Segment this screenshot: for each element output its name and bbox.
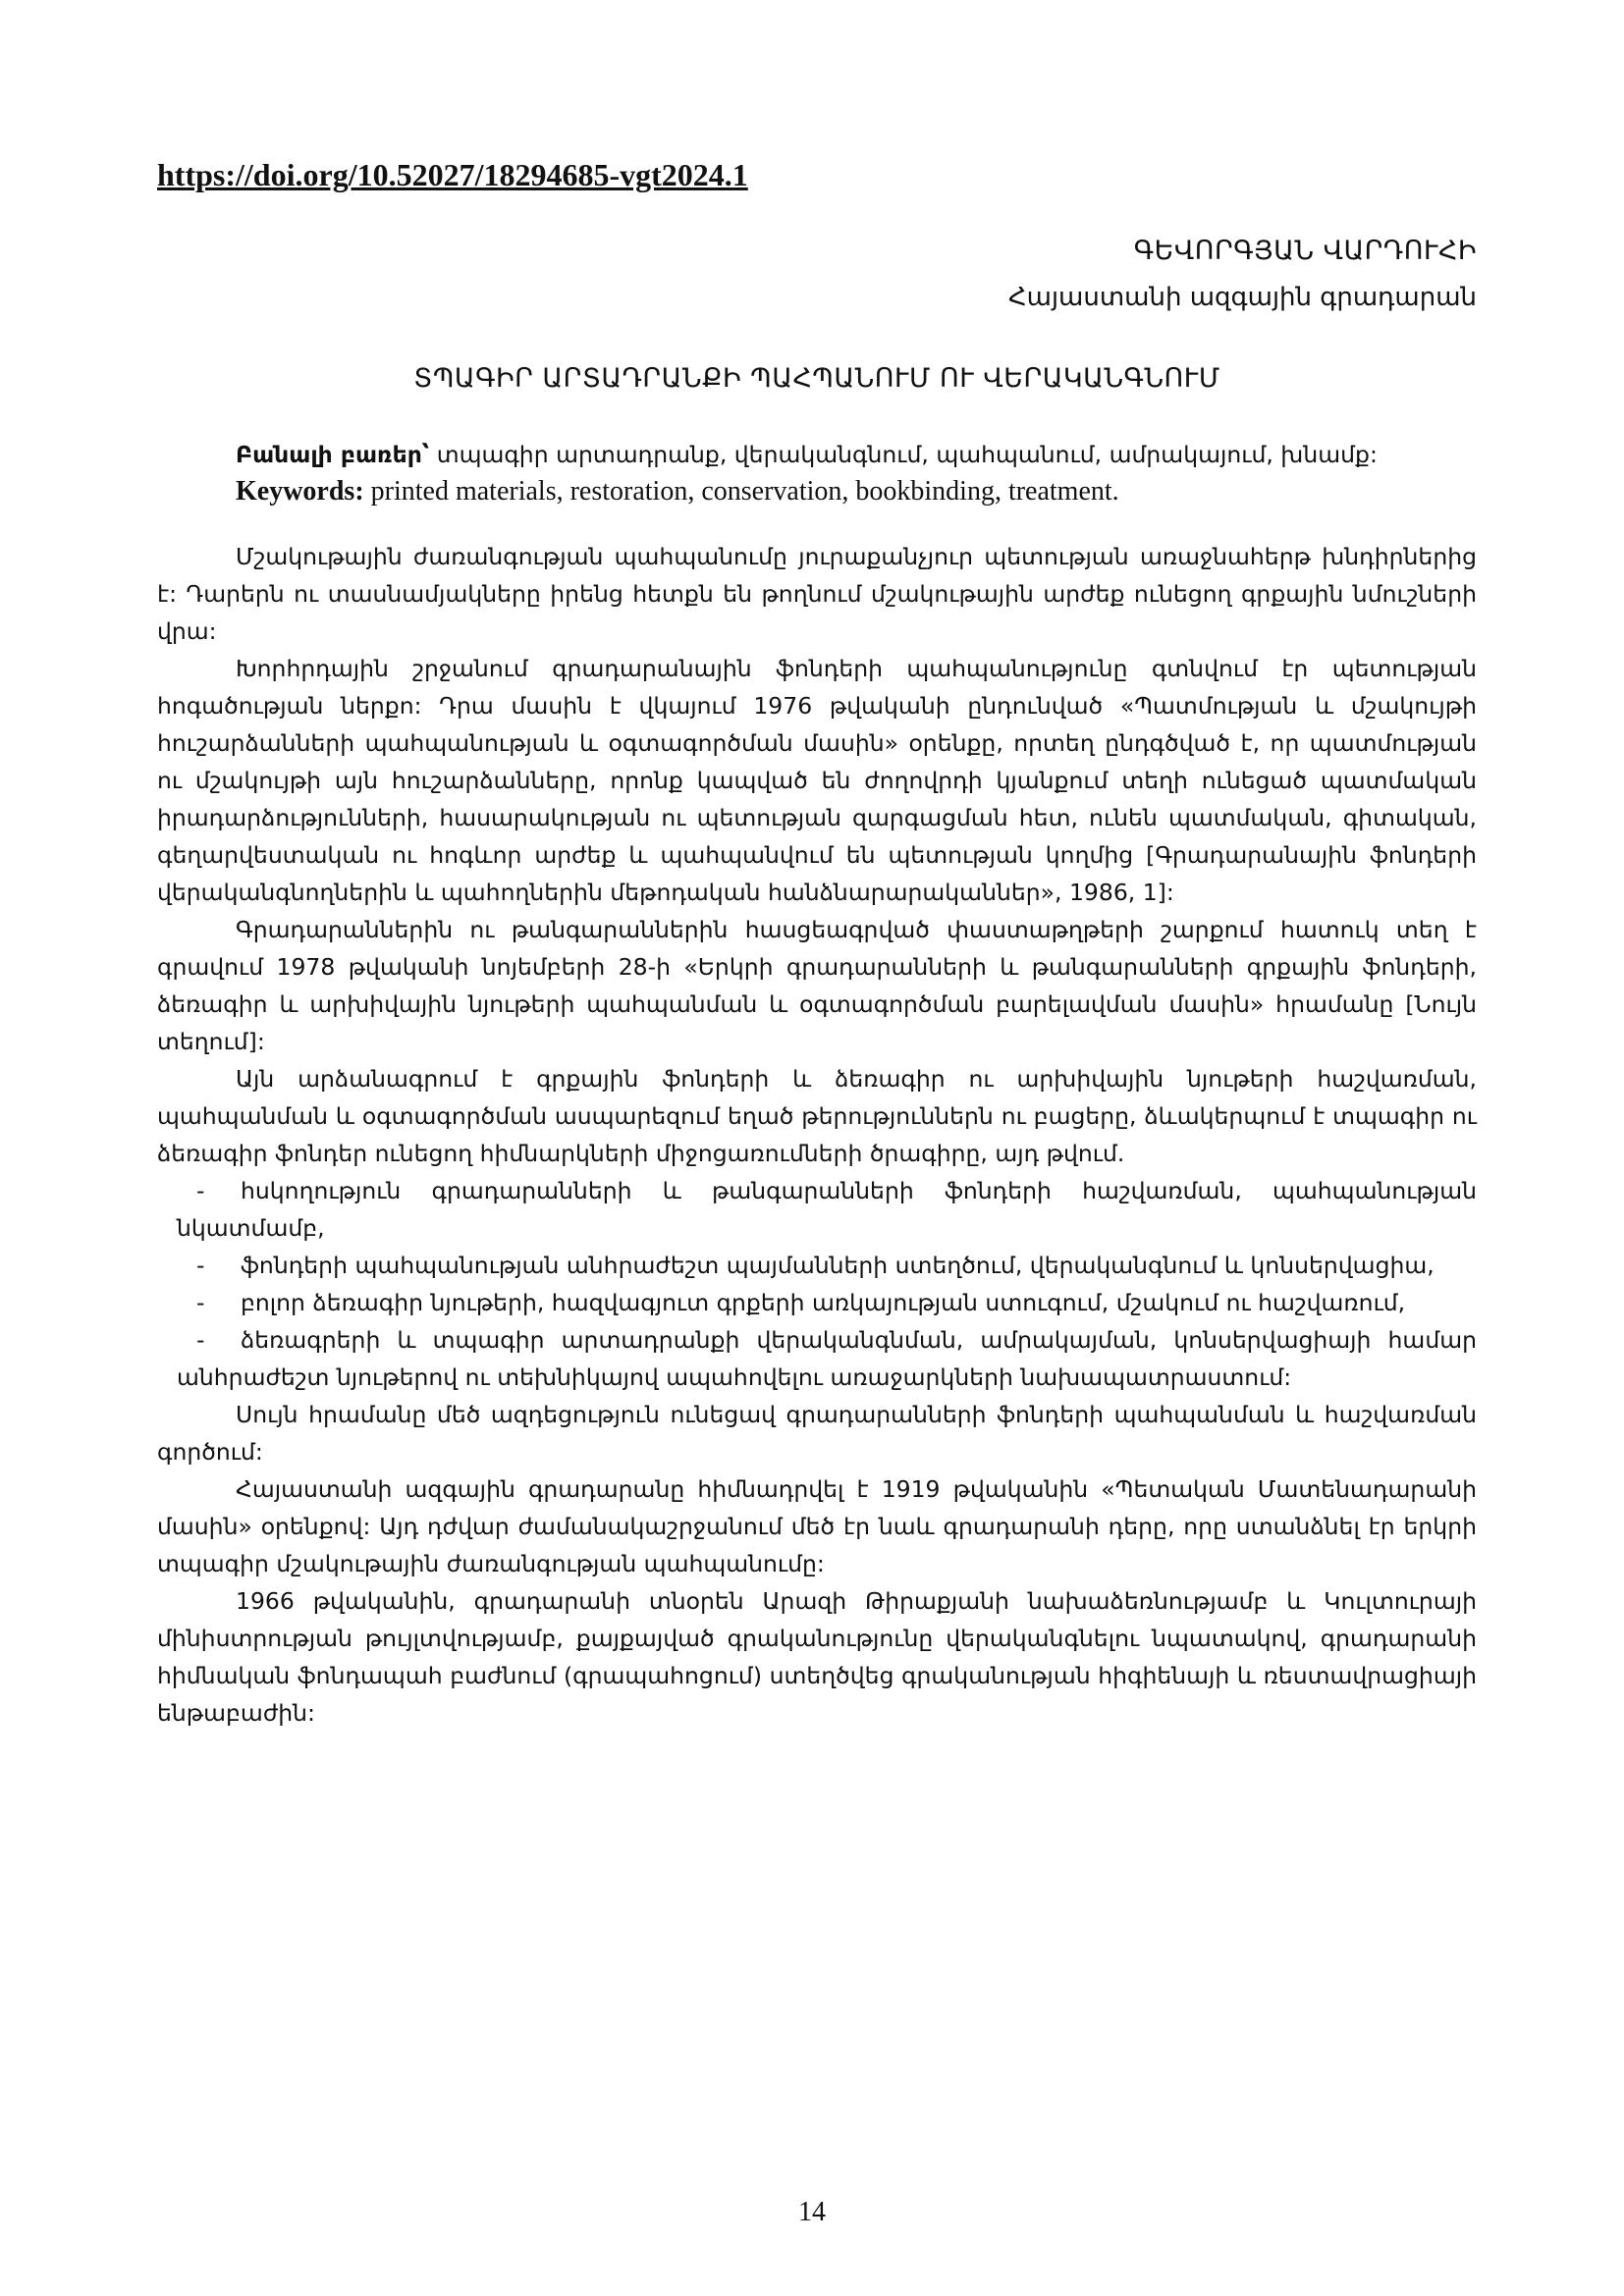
- list-item-text: ձեռագրերի և տպագիր արտադրանքի վերականգնման, ամրակայման, կոնսերվացիայի համար անհրաժեշտ նյութերով ու տեխնիկայով ապահովելու առաջարկների նախապատրաստում:: [177, 1326, 1477, 1391]
- keywords-armenian-text: տպագիր արտադրանք, վերականգնում, պահպանում, ամրակայում, խնամք:: [429, 441, 1378, 468]
- paragraph: Հայաստանի ազգային գրադարանը հիմնադրվել է 1919 թվականին «Պետական Մատենադարանի մասին» օրենքով: Այդ դժվար ժամանակաշրջանում մեծ էր նաև գրադարանի դերը, որը ստանձնել էր երկրի տպագիր մշակութային ժառանգության պահպանումը:: [157, 1475, 1477, 1577]
- paragraph: Մշակութային ժառանգության պահպանումը յուրաքանչյուր պետության առաջնահերթ խնդիրներից է: Դարերն ու տասնամյակները իրենց հետքն են թողնում մշակութային արժեք ունեցող գրքային նմուշների վրա:: [157, 543, 1477, 645]
- doi-link[interactable]: https://doi.org/10.52027/18294685-vgt2024.1: [157, 157, 748, 192]
- keywords-english: [157, 473, 1477, 510]
- paragraph: Խորհրդային շրջանում գրադարանային ֆոնդերի պահպանությունը գտնվում էր պետության հոգածության ներքո: Դրա մասին է վկայում 1976 թվականի ընդունված «Պատմության և մշակույթի հուշարձանների պահպանության և օգտագործման մասին» օրենքը, որտեղ ընդգծված է, որ պատմության ու մշակույթի այն հուշարձանները, որոնք կապված են ժողովրդի կյանքում տեղի ունեցած պատմական իրադարձությունների, հասարակության ու պետության զարգացման հետ, ունեն պատմական, գիտական, գեղարվեստական ու հոգևոր արժեք և պահպանվում են պետության կողմից [Գրադարանային ֆոնդերի վերականգնողներին և պահողներին մեթոդական հանձնարարականներ», 1986, 1]:: [157, 655, 1477, 906]
- author-name: ԳԵՎՈՐԳՅԱՆ ՎԱՐԴՈՒՀԻ: [1133, 236, 1477, 266]
- paragraph: Գրադարաններին ու թանգարաններին հասցեագրված փաստաթղթերի շարքում հատուկ տեղ է գրավում 1978 թվականի նոյեմբերի 28-ի «Երկրի գրադարանների և թանգարանների գրքային ֆոնդերի, ձեռագիր և արխիվային նյութերի պահպանման և օգտագործման բարելավման մասին» հրամանը [Նույն տեղում]:: [157, 916, 1477, 1055]
- paragraph: 1966 թվականին, գրադարանի տնօրեն Արազի Թիրաքյանի նախաձեռնությամբ և Կուլտուրայի մինիստրության թույլտվությամբ, քայքայված գրականությունը վերականգնելու նպատակով, գրադարանի հիմնական ֆոնդապահ բաժնում (գրապահոցում) ստեղծվեց գրականության հիգիենայի և ռեստավրացիայի ենթաբաժին:: [157, 1587, 1477, 1727]
- keywords-english-text: printed materials, restoration, conservation, bookbinding, treatment.: [363, 476, 1119, 507]
- list-item-text: բոլոր ձեռագիր նյութերի, հազվագյուտ գրքերի առկայության ստուգում, մշակում ու հաշվառում,: [241, 1289, 1406, 1316]
- list-marker: -: [196, 1177, 205, 1204]
- list-item: [157, 1172, 1477, 1247]
- list-item-text: հսկողություն գրադարանների և թանգարանների ֆոնդերի հաշվառման, պահպանության նկատմամբ,: [177, 1177, 1477, 1242]
- spacer: [157, 510, 1477, 538]
- keywords-english-label: Keywords:: [236, 476, 364, 507]
- list-item-text: ֆոնդերի պահպանության անհրաժեշտ պայմանների ստեղծում, վերականգնում և կոնսերվացիա,: [241, 1252, 1435, 1279]
- page-number: 14: [798, 2197, 826, 2227]
- keywords-armenian-label: Բանալի բառեր՝: [236, 441, 430, 468]
- list-item: [157, 1321, 1477, 1396]
- list-marker: -: [196, 1252, 205, 1279]
- paper-title: ՏՊԱԳԻՐ ԱՐՏԱԴՐԱՆՔԻ ՊԱՀՊԱՆՈՒՄ ՈՒ ՎԵՐԱԿԱՆԳՆՈՒՄ: [413, 363, 1220, 394]
- paragraph: Սույն հրամանը մեծ ազդեցություն ունեցավ գրադարանների ֆոնդերի պահպանման և հաշվառման գործում:: [157, 1401, 1477, 1466]
- author-affiliation: Հայաստանի ազգային գրադարան: [1008, 283, 1477, 312]
- list-marker: -: [196, 1289, 205, 1316]
- article-body: [157, 436, 1477, 1732]
- list-item: [157, 1247, 1477, 1284]
- list-item: [157, 1284, 1477, 1321]
- keywords-armenian: [157, 436, 1477, 473]
- paragraph: Այն արձանագրում է գրքային ֆոնդերի և ձեռագիր ու արխիվային նյութերի հաշվառման, պահպանման և օգտագործման ասպարեզում եղած թերություններն ու բացերը, ձևակերպում է տպագիր ու ձեռագիր ֆոնդեր ունեցող հիմնարկների միջոցառումների ծրագիրը, այդ թվում.: [157, 1065, 1477, 1167]
- list-marker: -: [196, 1326, 205, 1354]
